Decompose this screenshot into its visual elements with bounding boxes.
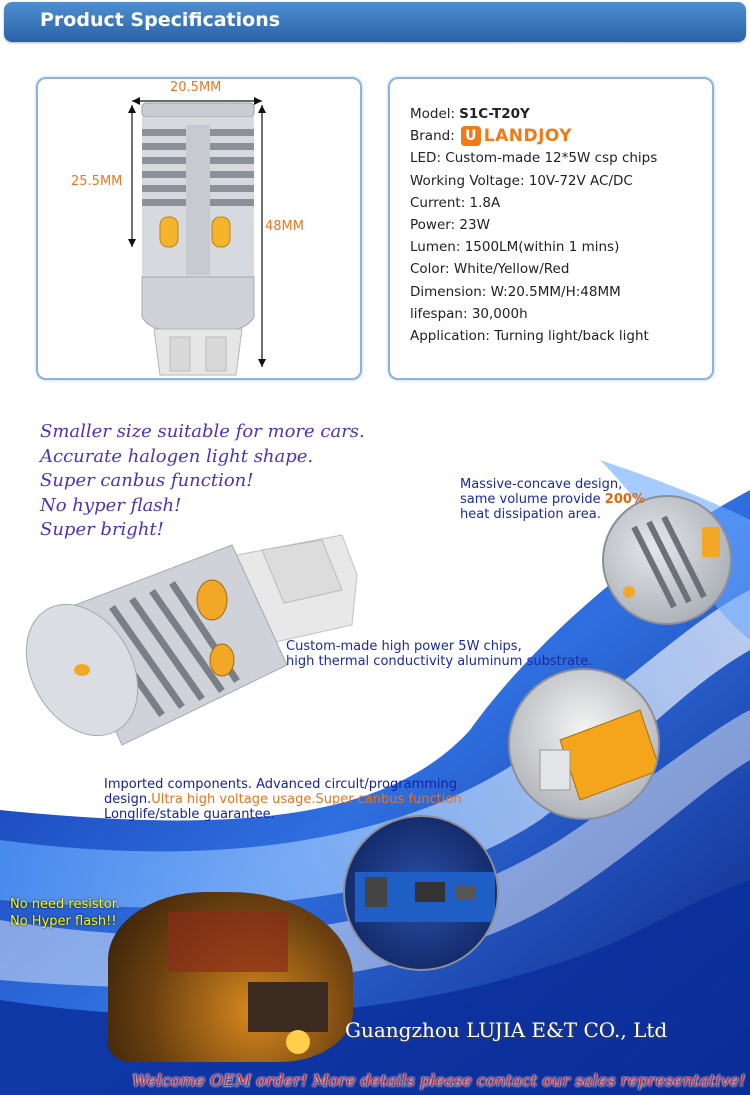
- callout-text: heat dissipation area.: [460, 507, 601, 522]
- callout-text: [104, 792, 462, 807]
- callout-text: design.: [104, 792, 152, 807]
- spec-power: Power: 23W: [410, 216, 490, 233]
- callout-text: same volume provide: [460, 492, 605, 507]
- callout-text: Massive-concave design,: [460, 477, 623, 492]
- brand-name: LANDJOY: [483, 126, 573, 147]
- callout-text: Custom-made high power 5W chips,: [286, 639, 522, 654]
- company-name: Guangzhou LUJIA E&T CO., Ltd: [345, 1018, 668, 1042]
- circuit-detail-image: [343, 815, 499, 971]
- note-text: No Hyper flash!!: [10, 914, 117, 929]
- bulb-dimension-drawing: [36, 77, 362, 380]
- slogan-item: Accurate halogen light shape.: [40, 445, 314, 467]
- components-callout: [104, 777, 462, 822]
- slogan-item: Smaller size suitable for more cars.: [40, 421, 365, 442]
- spec-voltage: Working Voltage: 10V-72V AC/DC: [410, 172, 633, 189]
- callout-highlight: Ultra high voltage usage.Super canbus function: [151, 792, 462, 807]
- landjoy-logo: [461, 125, 572, 147]
- chip-callout: [286, 639, 592, 669]
- concave-design-callout: [460, 477, 645, 522]
- body-height-dimension-label: 25.5MM: [71, 174, 123, 189]
- car-dashboard-photo: [108, 892, 353, 1062]
- resistor-note: [10, 896, 120, 930]
- spec-brand: [410, 125, 710, 147]
- chip-detail-image: [508, 668, 660, 820]
- section-header: [4, 2, 746, 42]
- spec-model: [410, 103, 710, 125]
- spec-list: [410, 103, 710, 347]
- callout-text: [460, 492, 645, 507]
- spec-led: LED: Custom-made 12*5W csp chips: [410, 150, 658, 167]
- callout-text: Longlife/stable guarantee.: [104, 807, 275, 822]
- slogan-item: Super bright!: [40, 519, 164, 540]
- slogan-item: Super canbus function!: [40, 470, 254, 491]
- brand-label: Brand:: [410, 128, 455, 145]
- note-text: No need resistor.: [10, 897, 120, 912]
- spec-dimension: Dimension: W:20.5MM/H:48MM: [410, 283, 621, 300]
- chip-detail-drawing: [510, 670, 660, 820]
- circuit-detail-drawing: [345, 817, 499, 971]
- model-label: Model:: [410, 106, 456, 122]
- callout-highlight: 200%: [604, 492, 645, 507]
- section-title: Product Specifications: [40, 9, 281, 31]
- heatsink-fins: [142, 117, 254, 277]
- landjoy-logo-icon: U: [461, 126, 481, 146]
- callout-text: Imported components. Advanced circult/programming: [104, 777, 458, 792]
- slogan-item: No hyper flash!: [40, 494, 182, 516]
- spec-current: Current: 1.8A: [410, 194, 501, 211]
- spec-color: Color: White/Yellow/Red: [410, 261, 570, 278]
- total-height-dimension-label: 48MM: [265, 219, 304, 234]
- callout-text: high thermal conductivity aluminum substrate.: [286, 654, 593, 669]
- welcome-message: Welcome OEM order! More details please contact our sales representative!: [132, 1071, 746, 1090]
- spec-lumen: Lumen: 1500LM(within 1 mins): [410, 239, 620, 256]
- spec-lifespan: lifespan: 30,000h: [410, 305, 528, 322]
- car-dashboard-drawing: [108, 892, 353, 1062]
- width-dimension-label: 20.5MM: [170, 80, 222, 95]
- model-value: S1C-T20Y: [459, 106, 530, 122]
- spec-application: Application: Turning light/back light: [410, 327, 649, 344]
